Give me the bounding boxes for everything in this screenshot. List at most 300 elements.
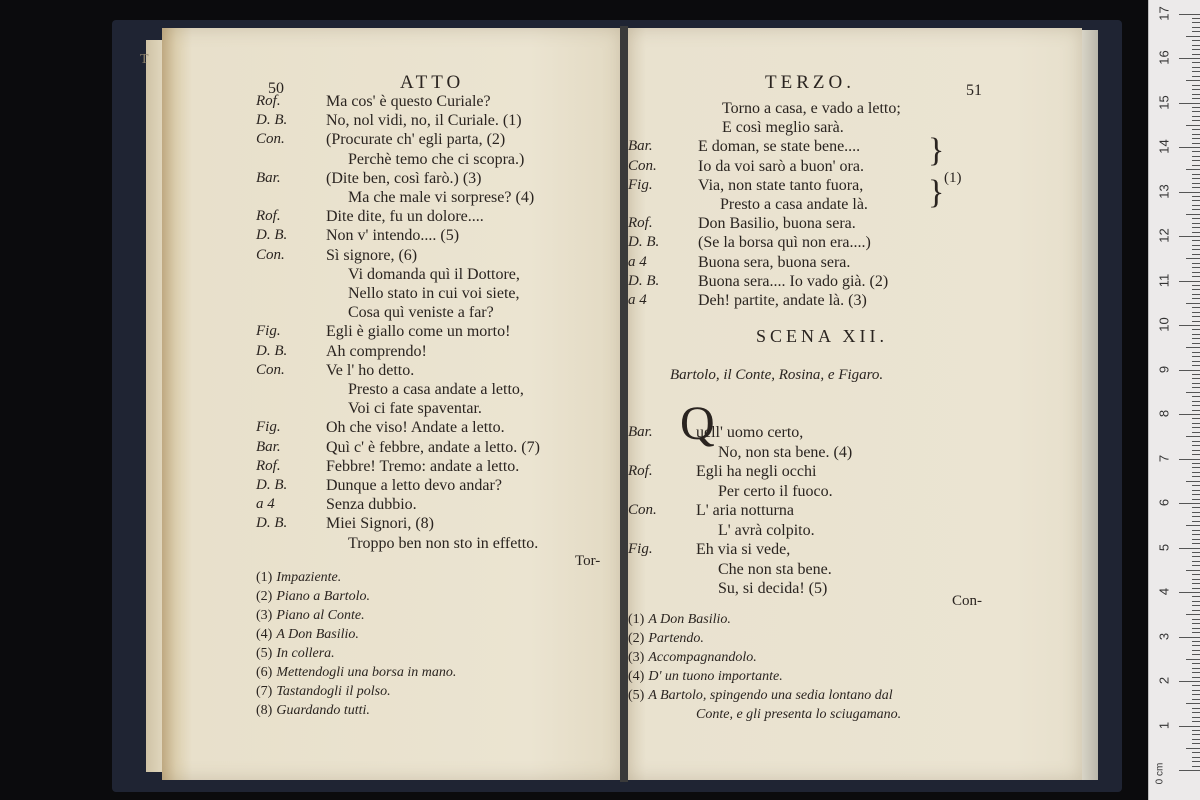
ruler-tick <box>1192 699 1200 700</box>
ruler-tick <box>1192 240 1200 241</box>
ruler-tick <box>1192 183 1200 184</box>
ruler-tick <box>1192 383 1200 384</box>
verse-line: Sì signore, (6) <box>326 246 418 264</box>
ruler-tick <box>1192 494 1200 495</box>
ruler-tick <box>1192 76 1200 77</box>
footnote <box>256 646 335 662</box>
ruler-tick <box>1192 361 1200 362</box>
ruler-tick <box>1192 289 1200 290</box>
ruler-label: 12 <box>1156 228 1172 243</box>
verse-line: Ah comprendo! <box>326 342 427 360</box>
scene-title: SCENA XII. <box>756 326 889 346</box>
footnote-text: Piano a Bartolo. <box>276 589 371 604</box>
ruler-tick <box>1192 507 1200 508</box>
measurement-ruler <box>1148 0 1200 800</box>
ruler-tick <box>1192 534 1200 535</box>
ruler-tick <box>1192 89 1200 90</box>
ruler-label: 10 <box>1156 317 1172 332</box>
footnote-text: D' un tuono importante. <box>648 669 783 684</box>
ruler-tick <box>1192 712 1200 713</box>
ruler-label: 17 <box>1156 5 1172 21</box>
ruler-tick <box>1192 129 1200 130</box>
ruler-tick <box>1192 343 1200 344</box>
ruler-tick <box>1192 285 1200 286</box>
footnote-text: Guardando tutti. <box>276 703 370 718</box>
ruler-tick <box>1192 690 1200 691</box>
ruler-tick <box>1192 312 1200 313</box>
footnote-number: (4) <box>256 627 273 642</box>
ruler-tick <box>1186 169 1200 170</box>
ruler-tick <box>1186 303 1200 304</box>
ruler-tick <box>1179 770 1200 771</box>
speaker-label: Rof. <box>628 215 653 232</box>
ruler-tick <box>1192 107 1200 108</box>
speaker-label: Rof. <box>256 457 281 474</box>
footnote-text: Mettendogli una borsa in mano. <box>276 665 457 680</box>
speaker-label: Bar. <box>628 138 653 155</box>
footnote-number: (4) <box>628 669 645 684</box>
ruler-tick <box>1192 596 1200 597</box>
verse-line: No, non sta bene. (4) <box>718 443 853 461</box>
speaker-label: D. B. <box>256 342 288 359</box>
ruler-tick <box>1192 552 1200 553</box>
ruler-label: 11 <box>1156 273 1172 287</box>
ruler-label: 7 <box>1156 454 1172 462</box>
ruler-tick <box>1186 748 1200 749</box>
ruler-tick <box>1179 548 1200 549</box>
verse-line: Miei Signori, (8) <box>326 515 434 533</box>
brace-upper: } <box>928 132 945 169</box>
ruler-tick <box>1192 432 1200 433</box>
verse-line: Egli ha negli occhi <box>696 463 817 480</box>
ruler-tick <box>1192 298 1200 299</box>
verse-line: Dite dite, fu un dolore.... <box>326 208 484 226</box>
footnote-text: Piano al Conte. <box>276 608 365 623</box>
ruler-tick <box>1192 641 1200 642</box>
ruler-tick <box>1179 236 1200 237</box>
ruler-tick <box>1192 685 1200 686</box>
ruler-label: 8 <box>1156 409 1172 418</box>
ruler-tick <box>1192 98 1200 99</box>
speaker-label: Con. <box>628 157 657 174</box>
ruler-tick <box>1192 165 1200 166</box>
ruler-tick <box>1192 196 1200 197</box>
corner-mark: T <box>140 52 149 67</box>
ruler-tick <box>1179 147 1200 148</box>
ruler-tick <box>1192 619 1200 620</box>
left-page-number: 50 <box>268 80 284 97</box>
verse-line: Nello stato in cui voi siete, <box>348 285 520 302</box>
verse-line: Cosa quì veniste a far? <box>348 304 494 322</box>
footnote-text: A Bartolo, spingendo una sedia lontano dal <box>648 688 893 703</box>
ruler-tick <box>1179 503 1200 504</box>
verse-line: Oh che viso! Andate a letto. <box>326 419 505 437</box>
ruler-tick <box>1192 143 1200 144</box>
speaker-label: D. B. <box>256 515 288 532</box>
verse-line: (Dite ben, così farò.) (3) <box>326 169 482 187</box>
ruler-tick <box>1192 67 1200 68</box>
ruler-tick <box>1192 294 1200 295</box>
speaker-label: Fig. <box>256 323 281 340</box>
ruler-tick <box>1186 125 1200 126</box>
ruler-tick <box>1192 561 1200 562</box>
book-gutter <box>620 26 628 782</box>
ruler-tick <box>1192 485 1200 486</box>
footnote-number: (1) <box>628 612 645 627</box>
right-page-number: 51 <box>966 82 982 99</box>
ruler-tick <box>1192 45 1200 46</box>
verse-line: Don Basilio, buona sera. <box>698 215 856 233</box>
ruler-tick <box>1192 717 1200 718</box>
verse-line: Per certo il fuoco. <box>718 482 833 500</box>
ruler-tick <box>1192 418 1200 419</box>
ruler-tick <box>1192 623 1200 624</box>
footnote-text: A Don Basilio. <box>276 627 359 642</box>
right-running-head: TERZO. <box>765 72 855 93</box>
ruler-tick <box>1192 31 1200 32</box>
footnote-text: In collera. <box>276 646 335 661</box>
footnote-number: (3) <box>628 650 645 665</box>
ruler-tick <box>1192 663 1200 664</box>
verse-line: Su, si decida! (5) <box>718 580 828 597</box>
ruler-tick <box>1192 539 1200 540</box>
ruler-tick <box>1192 22 1200 23</box>
ruler-tick <box>1192 187 1200 188</box>
ruler-tick <box>1192 374 1200 375</box>
speaker-label: D. B. <box>256 227 288 244</box>
ruler-tick <box>1192 27 1200 28</box>
ruler-tick <box>1192 151 1200 152</box>
verse-line: E doman, se state bene.... <box>698 138 861 156</box>
speaker-label: Rof. <box>256 208 281 225</box>
ruler-tick <box>1192 579 1200 580</box>
ruler-tick <box>1192 734 1200 735</box>
footnote-text: Tastandogli il polso. <box>276 684 391 699</box>
ruler-tick <box>1192 543 1200 544</box>
verse-line: Eh via si vede, <box>696 541 791 558</box>
footnote-number: (6) <box>256 665 273 680</box>
ruler-tick <box>1179 370 1200 371</box>
ruler-tick <box>1192 321 1200 322</box>
ruler-tick <box>1192 521 1200 522</box>
ruler-tick <box>1192 721 1200 722</box>
verse-line: (Se la borsa quì non era....) <box>698 234 871 252</box>
verse-line: Presto a casa andate là. <box>720 196 868 213</box>
ruler-tick <box>1179 14 1200 15</box>
footnote <box>256 627 359 643</box>
ruler-tick <box>1186 614 1200 615</box>
verse-line: L' aria notturna <box>696 502 794 519</box>
ruler-tick <box>1192 490 1200 491</box>
ruler-label: 13 <box>1156 183 1172 199</box>
ruler-tick <box>1192 766 1200 767</box>
ruler-tick <box>1192 218 1200 219</box>
ruler-tick <box>1186 392 1200 393</box>
verse-line: Ma cos' è questo Curiale? <box>326 93 491 110</box>
footnote <box>256 570 341 586</box>
verse-line: No, nol vidi, no, il Curiale. (1) <box>326 112 522 130</box>
ruler-tick <box>1192 307 1200 308</box>
ruler-tick <box>1192 200 1200 201</box>
ruler-label: 9 <box>1156 365 1172 373</box>
ruler-tick <box>1192 410 1200 411</box>
verse-line: Quì c' è febbre, andate a letto. (7) <box>326 438 540 456</box>
ruler-tick <box>1192 85 1200 86</box>
ruler-tick <box>1192 18 1200 19</box>
ruler-tick <box>1192 454 1200 455</box>
ruler-tick <box>1192 205 1200 206</box>
ruler-tick <box>1192 396 1200 397</box>
ruler-tick <box>1192 476 1200 477</box>
ruler-tick <box>1192 405 1200 406</box>
speaker-label: Bar. <box>628 424 653 440</box>
ruler-tick <box>1179 681 1200 682</box>
speaker-label: Fig. <box>256 419 281 436</box>
ruler-tick <box>1192 632 1200 633</box>
footnote-number: (2) <box>256 589 273 604</box>
ruler-tick <box>1192 49 1200 50</box>
verse-line: Vi domanda quì il Dottore, <box>348 265 520 283</box>
ruler-tick <box>1186 659 1200 660</box>
speaker-label: a 4 <box>256 496 275 513</box>
ruler-tick <box>1192 605 1200 606</box>
ruler-tick <box>1179 58 1200 59</box>
speaker-label: Fig. <box>628 541 653 557</box>
verse-line: Febbre! Tremo: andate a letto. <box>326 457 520 475</box>
verse-line: L' avrà colpito. <box>718 521 815 539</box>
footnote-number: (2) <box>628 631 645 646</box>
footnote <box>256 703 370 719</box>
footnote <box>628 669 783 685</box>
verse-line: Presto a casa andate a letto, <box>348 381 524 398</box>
drop-cap: Q <box>680 397 715 450</box>
verse-line: uell' uomo certo, <box>696 424 804 441</box>
ruler-tick <box>1192 401 1200 402</box>
ruler-tick <box>1179 192 1200 193</box>
speaker-label: Bar. <box>256 169 281 186</box>
ruler-tick <box>1192 450 1200 451</box>
ruler-tick <box>1192 423 1200 424</box>
verse-line: Ve l' ho detto. <box>326 361 415 379</box>
ruler-label: 5 <box>1156 543 1172 551</box>
ruler-tick <box>1186 570 1200 571</box>
ruler-tick <box>1192 276 1200 277</box>
speaker-label: D. B. <box>628 234 660 251</box>
footnote-text: Partendo. <box>648 631 704 646</box>
ruler-tick <box>1192 463 1200 464</box>
speaker-label: a 4 <box>628 253 647 270</box>
footnote-number: (3) <box>256 608 273 623</box>
ruler-tick <box>1192 263 1200 264</box>
ruler-tick <box>1192 556 1200 557</box>
ruler-tick <box>1179 414 1200 415</box>
ruler-tick <box>1192 427 1200 428</box>
verse-line: Troppo ben non sto in effetto. <box>348 534 539 552</box>
speaker-label: D. B. <box>256 477 288 493</box>
verse-line: Voi ci fate spaventar. <box>348 400 482 418</box>
ruler-tick <box>1179 637 1200 638</box>
ruler-label: 6 <box>1156 498 1172 507</box>
ruler-tick <box>1192 588 1200 589</box>
ruler-label: 16 <box>1156 50 1172 65</box>
verse-line: Buona sera.... Io vado già. (2) <box>698 272 889 290</box>
left-catchword: Tor- <box>575 553 601 569</box>
ruler-tick <box>1179 103 1200 104</box>
ruler-tick <box>1192 583 1200 584</box>
ruler-tick <box>1192 574 1200 575</box>
ruler-tick <box>1192 565 1200 566</box>
ruler-tick <box>1192 116 1200 117</box>
footnote-text: Impaziente. <box>276 570 342 585</box>
footnote-number: (1) <box>256 570 273 585</box>
ruler-tick <box>1192 499 1200 500</box>
verse-line: E così meglio sarà. <box>722 119 844 137</box>
ruler-tick <box>1179 325 1200 326</box>
ruler-tick <box>1192 178 1200 179</box>
footnote <box>628 631 704 647</box>
ruler-tick <box>1192 329 1200 330</box>
footnote <box>256 684 391 700</box>
ruler-tick <box>1186 525 1200 526</box>
ruler-tick <box>1192 530 1200 531</box>
ruler-tick <box>1192 209 1200 210</box>
speaker-label: Rof. <box>256 93 281 109</box>
ruler-tick <box>1192 610 1200 611</box>
scene-cast: Bartolo, il Conte, Rosina, e Figaro. <box>670 367 884 383</box>
ruler-tick <box>1192 708 1200 709</box>
ruler-tick <box>1192 516 1200 517</box>
ruler-label: 3 <box>1156 632 1172 640</box>
ruler-tick <box>1192 174 1200 175</box>
ruler-tick <box>1192 672 1200 673</box>
speaker-label: D. B. <box>256 112 288 129</box>
speaker-label: Con. <box>628 502 657 518</box>
ruler-tick <box>1192 365 1200 366</box>
verse-line: (Procurate ch' egli parta, (2) <box>326 131 506 149</box>
ruler-tick <box>1192 316 1200 317</box>
ruler-tick <box>1192 650 1200 651</box>
ruler-label: 1 <box>1156 721 1172 729</box>
verse-line: Dunque a letto devo andar? <box>326 477 502 494</box>
speaker-label: a 4 <box>628 292 647 308</box>
ruler-tick <box>1192 245 1200 246</box>
footnote <box>256 589 370 605</box>
ruler-tick <box>1192 272 1200 273</box>
ruler-tick <box>1179 281 1200 282</box>
verse-line: Non v' intendo.... (5) <box>326 227 460 245</box>
ruler-tick <box>1179 459 1200 460</box>
verse-line: Torno a casa, e vado a letto; <box>722 100 901 117</box>
ruler-tick <box>1192 378 1200 379</box>
verse-line: Perchè temo che ci scopra.) <box>348 150 525 168</box>
ruler-tick <box>1192 677 1200 678</box>
right-page-edge <box>1082 30 1098 780</box>
ruler-tick <box>1192 752 1200 753</box>
speaker-label: Fig. <box>628 176 653 193</box>
ruler-tick <box>1192 645 1200 646</box>
ruler-tick <box>1192 441 1200 442</box>
ruler-tick <box>1192 743 1200 744</box>
ruler-tick <box>1192 267 1200 268</box>
ruler-tick <box>1186 214 1200 215</box>
ruler-tick <box>1192 54 1200 55</box>
ruler-tick <box>1192 352 1200 353</box>
ruler-tick <box>1192 249 1200 250</box>
verse-line: Che non sta bene. <box>718 560 832 578</box>
footnote-number: (7) <box>256 684 273 699</box>
ruler-tick <box>1192 654 1200 655</box>
footnote-text: Conte, e gli presenta lo sciugamano. <box>696 707 902 722</box>
ruler-tick <box>1192 111 1200 112</box>
footnote <box>256 608 365 624</box>
footnote <box>628 612 731 628</box>
ruler-tick <box>1186 347 1200 348</box>
ruler-label: 2 <box>1156 676 1172 685</box>
ruler-tick <box>1192 232 1200 233</box>
footnote-text: A Don Basilio. <box>648 612 731 627</box>
left-running-head: ATTO <box>400 72 465 93</box>
ruler-tick <box>1192 761 1200 762</box>
ruler-label: 14 <box>1156 139 1172 154</box>
ruler-tick <box>1186 703 1200 704</box>
speaker-label: Con. <box>256 361 285 378</box>
ruler-tick <box>1192 387 1200 388</box>
footnote-number: (5) <box>628 688 645 703</box>
ruler-tick <box>1179 592 1200 593</box>
ruler-tick <box>1186 436 1200 437</box>
speaker-label: Rof. <box>628 463 653 479</box>
ruler-tick <box>1192 94 1200 95</box>
ruler-tick <box>1186 36 1200 37</box>
verse-line: Ma che male vi sorprese? (4) <box>348 189 535 206</box>
ruler-tick <box>1192 334 1200 335</box>
ruler-tick <box>1179 726 1200 727</box>
footnote <box>696 707 901 723</box>
ruler-tick <box>1192 694 1200 695</box>
ruler-tick <box>1192 134 1200 135</box>
ruler-tick <box>1186 481 1200 482</box>
speaker-label: Bar. <box>256 438 281 455</box>
ruler-tick <box>1192 628 1200 629</box>
ruler-tick <box>1192 138 1200 139</box>
footnote <box>256 665 456 681</box>
footnote <box>628 688 893 704</box>
ruler-tick <box>1186 258 1200 259</box>
ruler-tick <box>1192 254 1200 255</box>
verse-line: Deh! partite, andate là. (3) <box>698 292 867 309</box>
ruler-tick <box>1192 120 1200 121</box>
ruler-tick <box>1192 160 1200 161</box>
ruler-tick <box>1192 356 1200 357</box>
ruler-tick <box>1186 80 1200 81</box>
speaker-label: D. B. <box>628 272 660 289</box>
ruler-tick <box>1192 668 1200 669</box>
ruler-tick <box>1192 156 1200 157</box>
ruler-tick <box>1192 512 1200 513</box>
ruler-tick <box>1192 40 1200 41</box>
ruler-label: 4 <box>1156 587 1172 596</box>
footnote <box>628 650 757 666</box>
ruler-tick <box>1192 62 1200 63</box>
verse-line: Io da voi sarò a buon' ora. <box>698 157 864 175</box>
brace-note: (1) <box>944 170 962 186</box>
brace-lower: } <box>928 174 945 211</box>
ruler-tick <box>1192 71 1200 72</box>
ruler-tick <box>1192 467 1200 468</box>
ruler-tick <box>1192 223 1200 224</box>
verse-line: Senza dubbio. <box>326 496 417 514</box>
footnote-text: Accompagnandolo. <box>648 650 757 665</box>
